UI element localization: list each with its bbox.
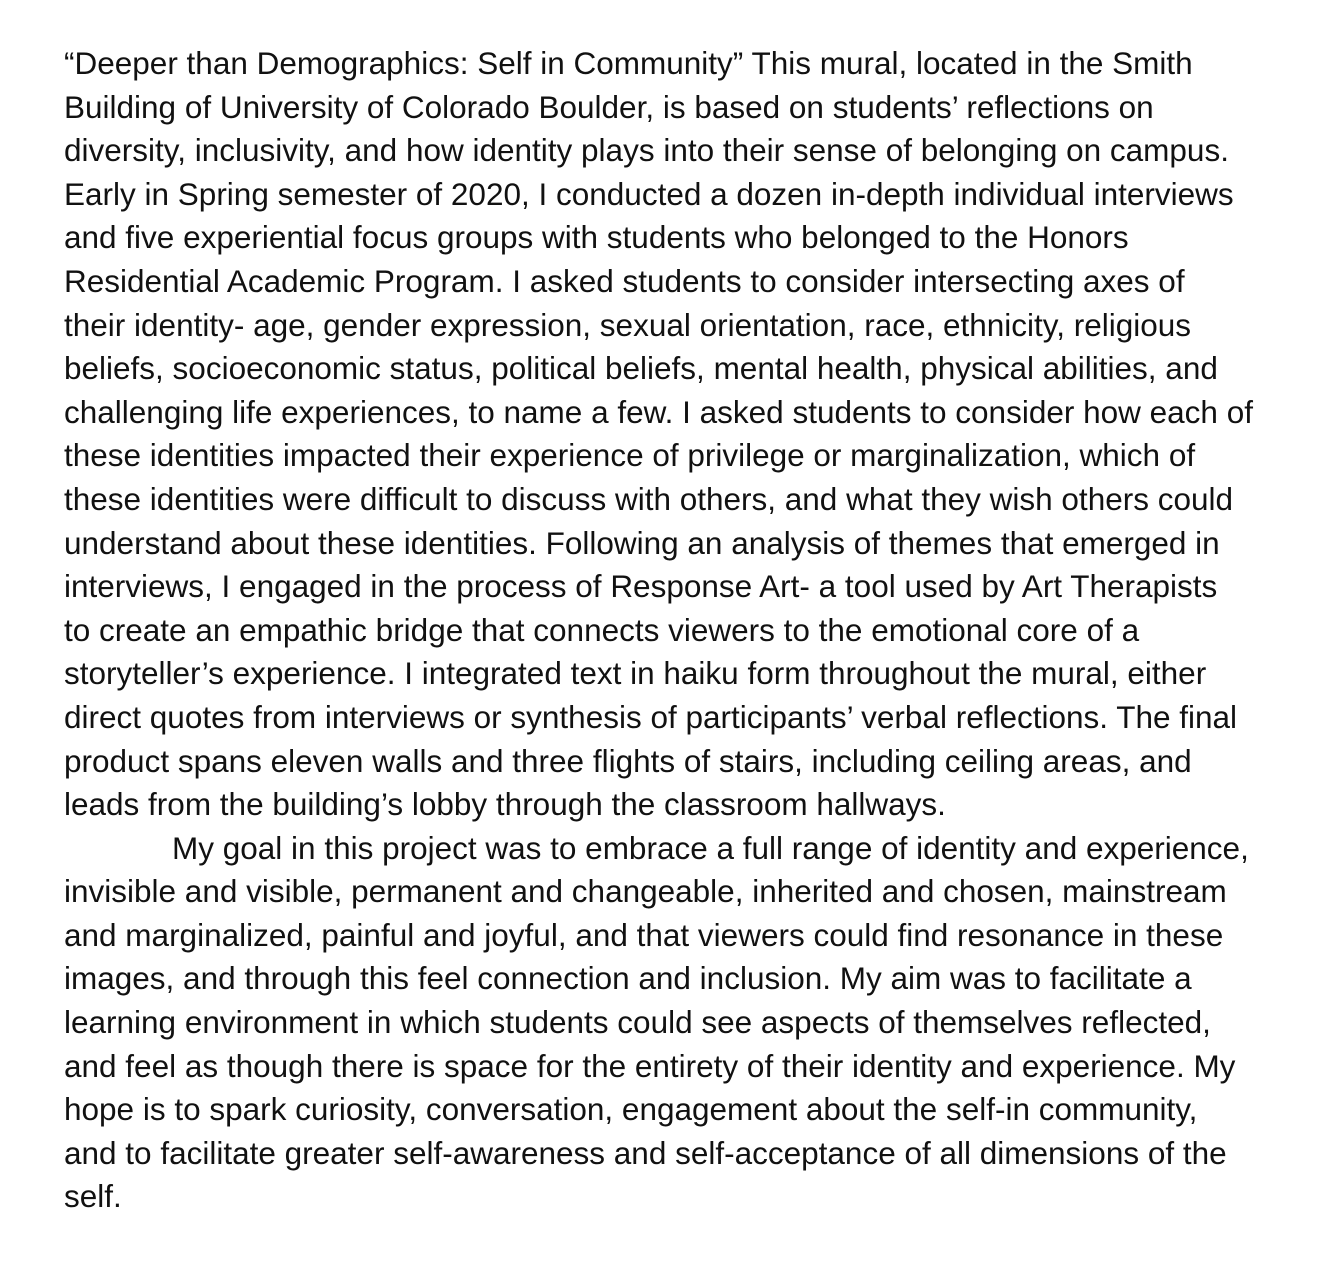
text-line: diversity, inclusivity, and how identity plays into their sense of belonging on campus. xyxy=(64,132,1229,169)
text-line: Early in Spring semester of 2020, I conducted a dozen in-depth individual interviews xyxy=(64,175,1234,212)
text-line: and to facilitate greater self-awareness and self-acceptance of all dimensions of the xyxy=(64,1134,1227,1171)
text-line: interviews, I engaged in the process of Response Art- a tool used by Art Therapists xyxy=(64,568,1218,605)
text-line: storyteller’s experience. I integrated text in haiku form throughout the mural, either xyxy=(64,655,1207,692)
paragraph-2 xyxy=(64,827,1324,1219)
text-line: and five experiential focus groups with students who belonged to the Honors xyxy=(64,219,1129,256)
text-line: “Deeper than Demographics: Self in Community” This mural, located in the Smith xyxy=(64,45,1193,81)
text-line: and feel as though there is space for the entirety of their identity and experience. My xyxy=(64,1047,1236,1084)
text-line: beliefs, socioeconomic status, political beliefs, mental health, physical abilities, and xyxy=(64,350,1218,387)
text-line: self. xyxy=(64,1178,122,1215)
text-line: Building of University of Colorado Boulder, is based on students’ reflections on xyxy=(64,88,1154,125)
text-line: product spans eleven walls and three flights of stairs, including ceiling areas, and xyxy=(64,742,1192,779)
text-line: their identity- age, gender expression, sexual orientation, race, ethnicity, religious xyxy=(64,306,1192,343)
document-body xyxy=(64,42,1324,1219)
text-line: leads from the building’s lobby through the classroom hallways. xyxy=(64,786,946,823)
paragraph-1 xyxy=(64,42,1324,827)
text-line: challenging life experiences, to name a few. I asked students to consider how each of xyxy=(64,393,1253,430)
text-line: invisible and visible, permanent and changeable, inherited and chosen, mainstream xyxy=(64,873,1227,910)
text-line: learning environment in which students could see aspects of themselves reflected, xyxy=(64,1004,1211,1041)
text-line: understand about these identities. Following an analysis of themes that emerged in xyxy=(64,524,1220,561)
text-line: and marginalized, painful and joyful, and that viewers could find resonance in these xyxy=(64,916,1224,953)
text-line: to create an empathic bridge that connects viewers to the emotional core of a xyxy=(64,611,1140,648)
text-line: hope is to spark curiosity, conversation, engagement about the self-in community, xyxy=(64,1091,1198,1128)
text-line: these identities impacted their experience of privilege or marginalization, which of xyxy=(64,437,1196,474)
text-line: direct quotes from interviews or synthesis of participants’ verbal reflections. The final xyxy=(64,698,1238,735)
text-line-indented: My goal in this project was to embrace a full range of identity and experience, xyxy=(172,829,1249,866)
text-line: Residential Academic Program. I asked students to consider intersecting axes of xyxy=(64,262,1185,299)
text-line: these identities were difficult to discuss with others, and what they wish others could xyxy=(64,480,1234,517)
text-line: images, and through this feel connection and inclusion. My aim was to facilitate a xyxy=(64,960,1192,997)
